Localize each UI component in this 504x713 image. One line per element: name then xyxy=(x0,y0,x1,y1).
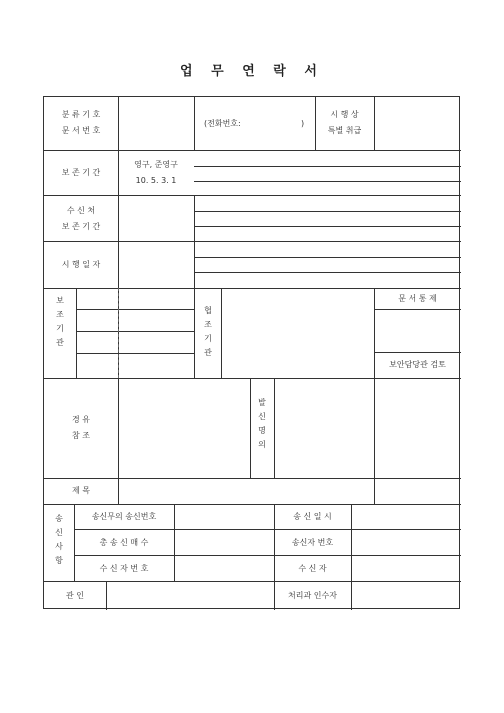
rule xyxy=(351,504,352,610)
page-title: 업 무 연 락 서 xyxy=(180,64,324,79)
rule xyxy=(194,211,461,212)
rule xyxy=(315,97,316,150)
rule xyxy=(76,353,194,354)
receiver-no-label: 수 신 자 번 호 xyxy=(99,564,149,573)
memo-form xyxy=(43,96,460,609)
recipient-retention-label: 보 존 기 간 xyxy=(61,222,101,231)
exec-label: 시 행 상 xyxy=(330,110,359,119)
phone-label: (전화번호: xyxy=(204,119,241,128)
rule xyxy=(118,378,119,504)
rule xyxy=(44,478,461,479)
subject-label: 제 목 xyxy=(72,486,90,495)
rule xyxy=(76,331,194,332)
coop-label: 협 조 기 관 xyxy=(204,306,212,357)
rule xyxy=(194,272,461,273)
rule xyxy=(374,288,375,504)
rule xyxy=(44,195,461,196)
sender-no-label: 송신자 번호 xyxy=(291,538,334,547)
rule xyxy=(194,181,461,182)
rule xyxy=(44,378,461,379)
retention-value: 영구, 준영구 xyxy=(134,160,178,169)
rule xyxy=(74,529,461,530)
via-label: 경 유 xyxy=(72,415,90,424)
retention-label: 보 존 기 간 xyxy=(61,168,101,177)
rule xyxy=(250,378,251,478)
retention-years: 10. 5. 3. 1 xyxy=(135,176,177,185)
exec-date-label: 시 행 일 자 xyxy=(61,260,101,269)
rule xyxy=(44,504,461,505)
rule xyxy=(74,555,461,556)
phone-close: ) xyxy=(301,119,305,128)
rule xyxy=(76,288,77,378)
rule xyxy=(174,504,175,581)
assist-label: 보 조 기 관 xyxy=(56,296,64,347)
rule xyxy=(194,195,195,378)
doc-control-label: 문 서 통 제 xyxy=(398,294,437,303)
rule xyxy=(274,378,275,478)
transmission-label: 송 신 사 항 xyxy=(55,514,63,565)
rule xyxy=(374,97,375,150)
special-handling-label: 특별 취급 xyxy=(327,126,362,135)
dotted-rule xyxy=(118,288,119,378)
handler-label: 처리과 인수자 xyxy=(288,591,337,600)
rule xyxy=(194,226,461,227)
rule xyxy=(44,150,461,151)
class-no-label: 분 류 기 호 xyxy=(61,110,101,119)
rule xyxy=(194,97,195,150)
seal-label: 관 인 xyxy=(66,591,84,600)
rule xyxy=(106,581,107,610)
doc-no-label: 문 서 번 호 xyxy=(61,126,101,135)
reference-label: 참 조 xyxy=(72,431,90,440)
rule xyxy=(44,288,461,289)
receiver-label: 수 신 자 xyxy=(298,564,327,573)
rule xyxy=(374,309,461,310)
rule xyxy=(76,309,194,310)
rule xyxy=(221,288,222,378)
rule xyxy=(194,166,461,167)
total-pages-label: 총 송 신 매 수 xyxy=(99,538,149,547)
transmission-no-label: 송신무의 송신번호 xyxy=(91,512,157,521)
recipient-label: 수 신 처 xyxy=(66,206,96,215)
send-time-label: 송 신 일 시 xyxy=(293,512,332,521)
security-review-label: 보안담당관 검토 xyxy=(389,360,446,369)
sender-label: 발 신 명 의 xyxy=(258,398,266,449)
rule xyxy=(374,352,461,353)
rule xyxy=(194,257,461,258)
rule xyxy=(44,241,461,242)
